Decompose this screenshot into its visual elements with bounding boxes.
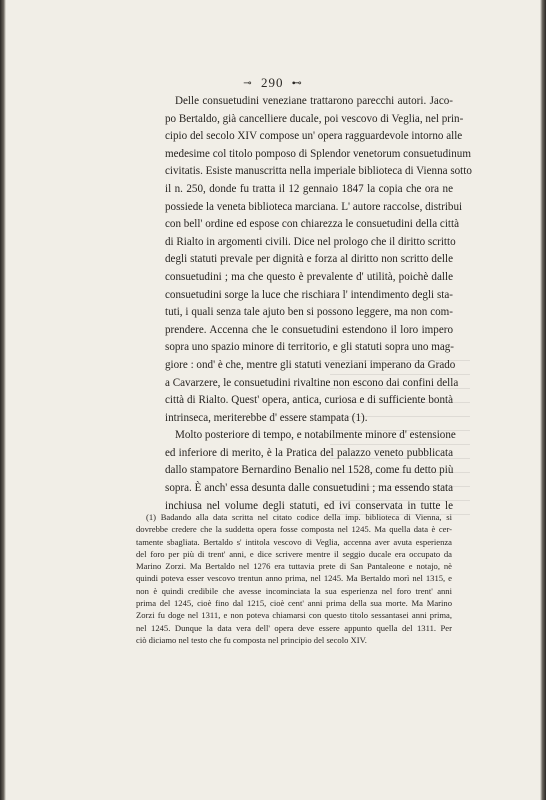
ornament-right-icon: ⊷ [291, 78, 303, 89]
page-header [0, 75, 546, 91]
body-line: città di Rialto. Quest' opera, antica, curiosa e di sufficiente bontà [165, 394, 453, 407]
footnote-line: non è quindi credibile che avesse incominciata la sua esperienza nel foro trent' anni [136, 585, 452, 596]
footnote-line: ciò diciamo nel testo che fu composta nel principio del secolo XIV. [136, 634, 367, 645]
body-line: ed inferiore di merito, è la Pratica del palazzo veneto pubblicata [165, 446, 453, 459]
body-line: po Bertaldo, già cancelliere ducale, poi vescovo di Veglia, nel prin- [165, 112, 464, 125]
body-line: civitatis. Esiste manuscritta nella imperiale biblioteca di Vienna sotto [165, 165, 472, 178]
body-line: con bell' ordine ed espose con chiarezza le consuetudini della città [165, 218, 460, 231]
footnote-line: Zorzi fu doge nel 1311, e non poteva chiamarsi con questo titolo sessantasei anni prima, [136, 610, 452, 621]
body-line: di Rialto in argomenti civili. Dice nel prologo che il diritto scritto [165, 235, 456, 248]
body-line: cipio del secolo XIV compose un' opera ragguardevole intorno alle [165, 130, 463, 143]
body-line: consuetudini ; ma che questo è prevalente d' utilità, poichè dalle [165, 270, 453, 283]
body-line: Molto posteriore di tempo, e notabilmente minore d' estensione [175, 429, 456, 442]
footnote-line: del foro per più di trent' anni, e dice scrivere mentre il seggio ducale era occupato da [136, 548, 452, 559]
body-line: a Cavarzere, le consuetudini rivaltine non escono dai confini della [165, 376, 459, 389]
footnote-line: nel 1245. Dunque la data vera dell' opera deve essere appunto quella del 1311. Per [136, 622, 452, 633]
footnote-line: (1) Badando alla data scritta nel citato codice della imp. biblioteca di Vienna, si [146, 512, 452, 522]
body-line: possiede la veneta biblioteca marciana. L' autore raccolse, distribui [165, 200, 463, 213]
body-line: tuti, i quali senza tale ajuto ben si possono leggere, ma non com- [165, 306, 453, 319]
footnote-line: prima del 1245, cioè fino dal 1215, cioè cent' anni prima della sua morte. Ma Marino [136, 598, 452, 609]
footnote-line: tamente sbagliata. Bertaldo s' intitola vescovo di Veglia, accenna aver avuta esperienza [136, 536, 452, 547]
body-line: sopra uno spazio minore di territorio, e gli statuti sopra uno mag- [165, 341, 454, 354]
body-text [165, 93, 472, 515]
footnote [136, 511, 452, 646]
body-line: inchiusa nel volume degli statuti, ed ivi conservata in tutte le [165, 499, 453, 512]
page-edge-left [0, 0, 6, 800]
body-line: degli statuti prevale per dignità e forza al diritto non scritto delle [165, 253, 453, 266]
body-line: consuetudini sorge la luce che rischiara l' intendimento degli sta- [165, 288, 453, 301]
footnote-line: Marino Zorzi. Ma Bertaldo nel 1276 era tuttavia prete di San Pantaleone e notajo, nè [136, 561, 452, 572]
body-line: il n. 250, donde fu tratta il 12 gennaio 1847 la copia che ora ne [165, 182, 453, 195]
body-line: Delle consuetudini veneziane trattarono parecchi autori. Jaco- [175, 95, 453, 107]
body-line: dallo stampatore Bernardino Benalio nel 1528, come fu detto più [165, 464, 454, 477]
body-line: giore : ond' è che, mentre gli statuti veneziani imperano da Grado [165, 358, 456, 371]
ornament-left-icon: ⊸ [243, 78, 253, 89]
footnote-line: quindi poteva esser vescovo trentun anno prima, nel 1245. Ma Bertaldo morì nel 1315, e [136, 573, 452, 584]
body-line: intrinseca, meriterebbe d' essere stampata (1). [165, 411, 368, 424]
footnote-line: dovrebbe credere che la suddetta opera fosse composta nel 1245. Ma quella data è cer- [136, 524, 452, 535]
body-line: sopra. È anch' essa desunta dalle consuetudini ; ma essendo stata [165, 482, 453, 495]
page-number: 290 [260, 75, 284, 90]
body-line: prendere. Accenna che le consuetudini estendono il loro impero [165, 323, 453, 336]
page-edge-right [540, 0, 546, 800]
body-line: medesime col titolo pomposo di Splendor venetorum consuetudinum [165, 147, 471, 160]
